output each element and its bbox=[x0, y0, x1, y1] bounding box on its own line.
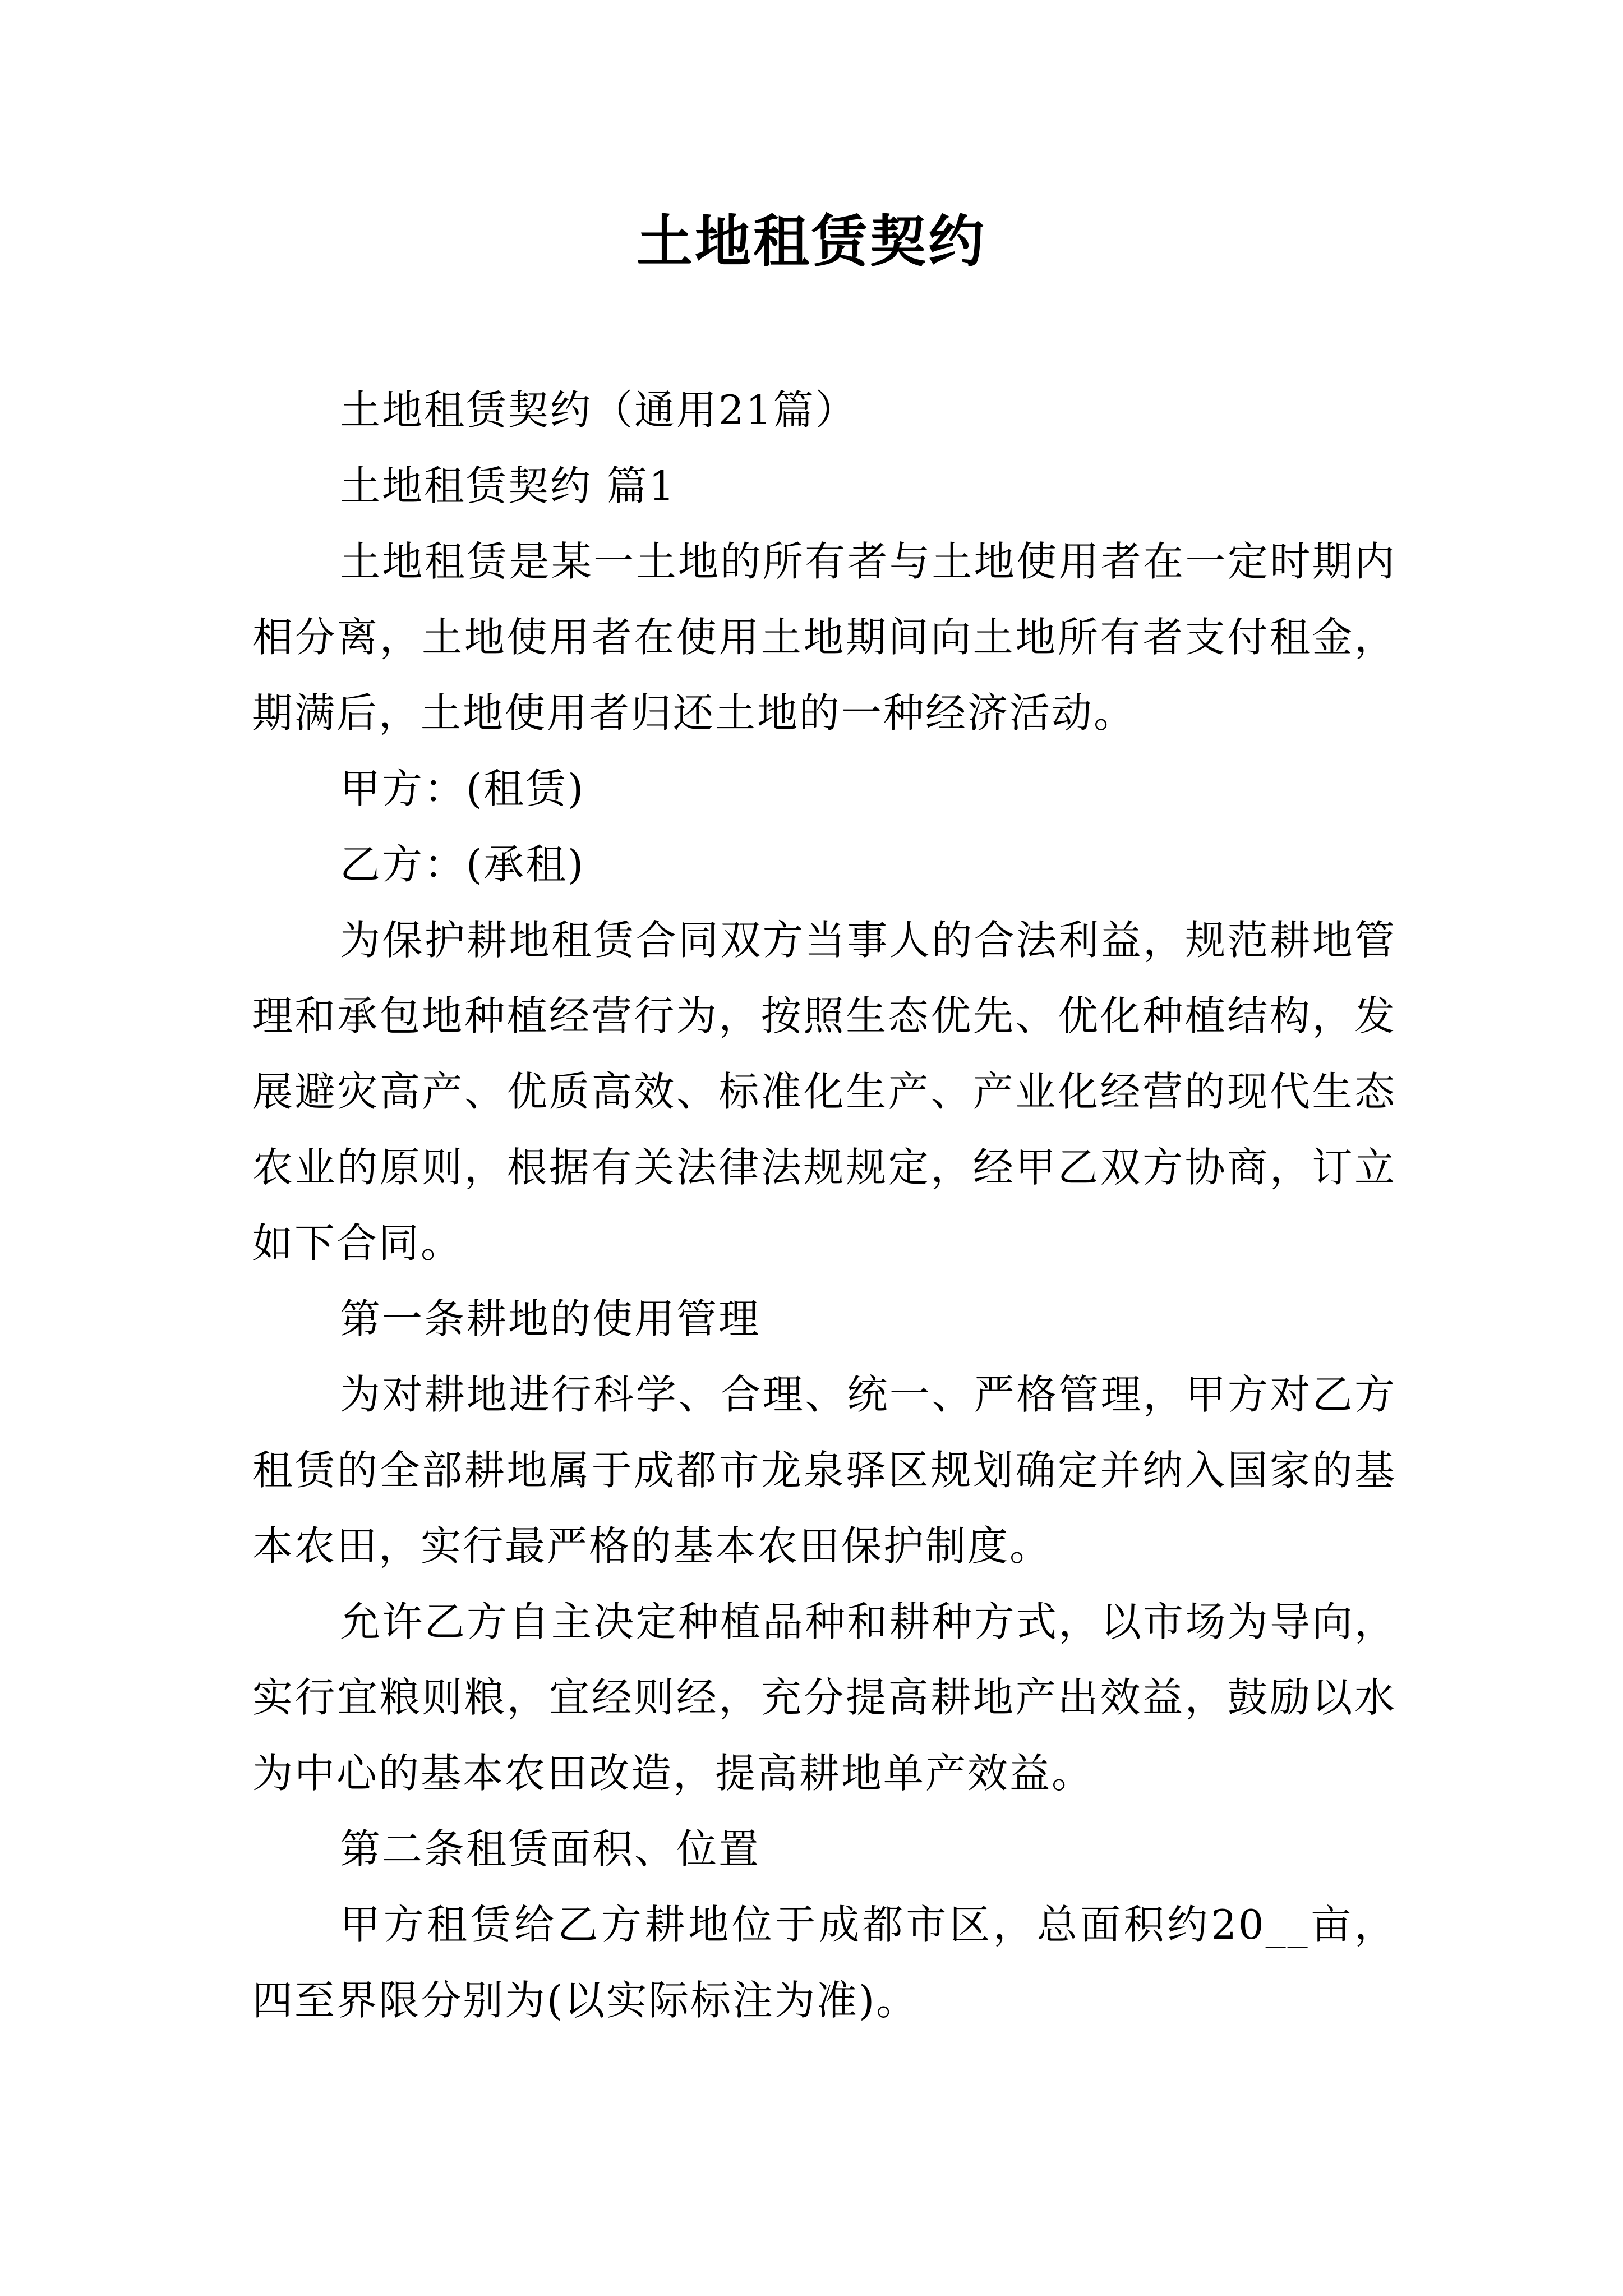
body-paragraph: 为对耕地进行科学、合理、统一、严格管理，甲方对乙方租赁的全部耕地属于成都市龙泉驿区规划确定并纳入国家的基本农田，实行最严格的基本农田保护制度。 bbox=[252, 1371, 1396, 1570]
body-paragraph: 土地租赁是某一土地的所有者与土地使用者在一定时期内相分离，土地使用者在使用土地期间向土地所有者支付租金，期满后，土地使用者归还土地的一种经济活动。 bbox=[252, 538, 1396, 737]
body-paragraph: 为保护耕地租赁合同双方当事人的合法利益，规范耕地管理和承包地种植经营行为，按照生态优先、优化种植结构，发展避灾高产、优质高效、标准化生产、产业化经营的现代生态农业的原则，根据有关法律法规规定，经甲乙双方协商，订立如下合同。 bbox=[252, 917, 1396, 1267]
document-title: 土地租赁契约 bbox=[637, 208, 986, 274]
section-heading: 土地租赁契约 篇1 bbox=[340, 462, 676, 509]
subtitle-paragraph: 土地租赁契约（通用21篇） bbox=[340, 386, 857, 434]
body-paragraph: 甲方租赁给乙方耕地位于成都市区，总面积约20__亩，四至界限分别为(以实际标注为准)。 bbox=[252, 1901, 1396, 2024]
document-body bbox=[252, 372, 1396, 2039]
article-heading: 第二条租赁面积、位置 bbox=[340, 1825, 761, 1872]
party-a-line: 甲方：(租赁) bbox=[340, 765, 585, 812]
party-b-line: 乙方：(承租) bbox=[340, 841, 585, 888]
article-heading: 第一条耕地的使用管理 bbox=[340, 1295, 761, 1342]
body-paragraph: 允许乙方自主决定种植品种和耕种方式，以市场为导向，实行宜粮则粮，宜经则经，充分提高耕地产出效益，鼓励以水为中心的基本农田改造，提高耕地单产效益。 bbox=[252, 1598, 1396, 1797]
